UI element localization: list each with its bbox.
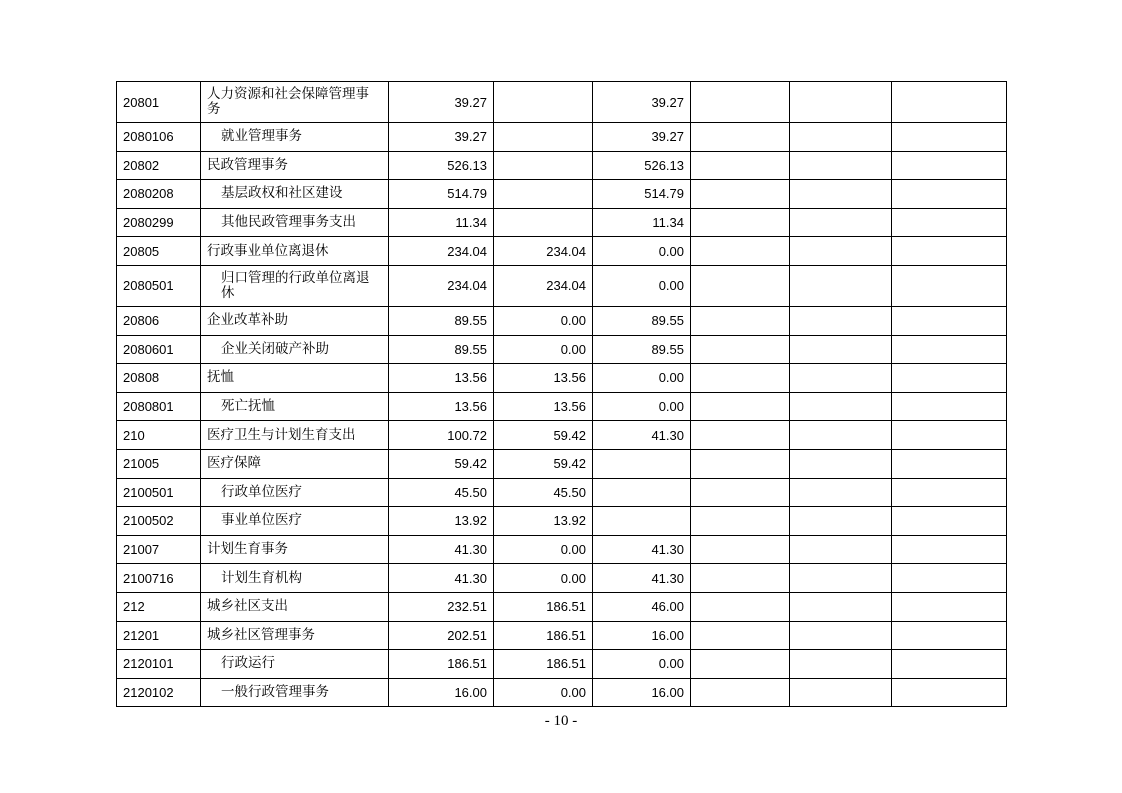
- empty-cell: [892, 364, 1007, 393]
- empty-cell: [790, 237, 892, 266]
- empty-cell: [691, 507, 790, 536]
- empty-cell: [790, 364, 892, 393]
- empty-cell: [892, 180, 1007, 209]
- code-cell: 2120101: [117, 650, 201, 679]
- empty-cell: [691, 421, 790, 450]
- empty-cell: [892, 449, 1007, 478]
- empty-cell: [691, 208, 790, 237]
- empty-cell: [892, 392, 1007, 421]
- empty-cell: [691, 123, 790, 152]
- code-cell: 21201: [117, 621, 201, 650]
- table-row: [117, 82, 1007, 123]
- basic-expense-cell: 0.00: [494, 678, 593, 707]
- total-cell: 45.50: [389, 478, 494, 507]
- table-row: [117, 335, 1007, 364]
- table-body: [117, 82, 1007, 707]
- total-cell: 16.00: [389, 678, 494, 707]
- project-expense-cell: [593, 478, 691, 507]
- project-expense-cell: 89.55: [593, 306, 691, 335]
- project-expense-cell: 0.00: [593, 364, 691, 393]
- project-expense-cell: 39.27: [593, 123, 691, 152]
- name-cell: 事业单位医疗: [201, 507, 389, 536]
- empty-cell: [892, 592, 1007, 621]
- name-cell: 城乡社区支出: [201, 592, 389, 621]
- basic-expense-cell: [494, 82, 593, 123]
- code-cell: 210: [117, 421, 201, 450]
- total-cell: 100.72: [389, 421, 494, 450]
- name-cell: 归口管理的行政单位离退休: [201, 265, 389, 306]
- empty-cell: [790, 592, 892, 621]
- name-cell: 企业关闭破产补助: [201, 335, 389, 364]
- table-row: [117, 123, 1007, 152]
- empty-cell: [691, 364, 790, 393]
- empty-cell: [691, 335, 790, 364]
- empty-cell: [691, 449, 790, 478]
- project-expense-cell: 526.13: [593, 151, 691, 180]
- code-cell: 2080501: [117, 265, 201, 306]
- code-cell: 2120102: [117, 678, 201, 707]
- basic-expense-cell: 186.51: [494, 621, 593, 650]
- empty-cell: [691, 564, 790, 593]
- empty-cell: [790, 621, 892, 650]
- empty-cell: [790, 650, 892, 679]
- total-cell: 39.27: [389, 123, 494, 152]
- total-cell: 11.34: [389, 208, 494, 237]
- empty-cell: [790, 392, 892, 421]
- budget-table: [116, 81, 1007, 707]
- project-expense-cell: 0.00: [593, 265, 691, 306]
- empty-cell: [691, 392, 790, 421]
- project-expense-cell: 41.30: [593, 564, 691, 593]
- basic-expense-cell: [494, 208, 593, 237]
- code-cell: 2080299: [117, 208, 201, 237]
- name-cell: 人力资源和社会保障管理事务: [201, 82, 389, 123]
- project-expense-cell: [593, 449, 691, 478]
- code-cell: 2100501: [117, 478, 201, 507]
- total-cell: 202.51: [389, 621, 494, 650]
- name-cell: 抚恤: [201, 364, 389, 393]
- empty-cell: [892, 265, 1007, 306]
- code-cell: 2080106: [117, 123, 201, 152]
- project-expense-cell: 16.00: [593, 678, 691, 707]
- empty-cell: [790, 421, 892, 450]
- code-cell: 20802: [117, 151, 201, 180]
- basic-expense-cell: 0.00: [494, 535, 593, 564]
- empty-cell: [790, 123, 892, 152]
- code-cell: 21007: [117, 535, 201, 564]
- name-cell: 其他民政管理事务支出: [201, 208, 389, 237]
- table-row: [117, 592, 1007, 621]
- empty-cell: [892, 621, 1007, 650]
- basic-expense-cell: 59.42: [494, 421, 593, 450]
- basic-expense-cell: 13.56: [494, 392, 593, 421]
- basic-expense-cell: 186.51: [494, 650, 593, 679]
- empty-cell: [691, 180, 790, 209]
- project-expense-cell: 41.30: [593, 535, 691, 564]
- basic-expense-cell: 234.04: [494, 237, 593, 266]
- empty-cell: [691, 306, 790, 335]
- project-expense-cell: 89.55: [593, 335, 691, 364]
- empty-cell: [691, 650, 790, 679]
- basic-expense-cell: 13.92: [494, 507, 593, 536]
- name-cell: 计划生育机构: [201, 564, 389, 593]
- table-row: [117, 421, 1007, 450]
- total-cell: 234.04: [389, 265, 494, 306]
- empty-cell: [691, 237, 790, 266]
- name-cell: 基层政权和社区建设: [201, 180, 389, 209]
- table-row: [117, 478, 1007, 507]
- project-expense-cell: 39.27: [593, 82, 691, 123]
- table-row: [117, 265, 1007, 306]
- empty-cell: [892, 306, 1007, 335]
- code-cell: 20808: [117, 364, 201, 393]
- empty-cell: [892, 335, 1007, 364]
- name-cell: 就业管理事务: [201, 123, 389, 152]
- project-expense-cell: [593, 507, 691, 536]
- empty-cell: [790, 449, 892, 478]
- total-cell: 89.55: [389, 335, 494, 364]
- empty-cell: [790, 265, 892, 306]
- name-cell: 计划生育事务: [201, 535, 389, 564]
- table-row: [117, 507, 1007, 536]
- empty-cell: [790, 535, 892, 564]
- total-cell: 514.79: [389, 180, 494, 209]
- empty-cell: [892, 421, 1007, 450]
- total-cell: 41.30: [389, 564, 494, 593]
- code-cell: 212: [117, 592, 201, 621]
- empty-cell: [892, 478, 1007, 507]
- project-expense-cell: 514.79: [593, 180, 691, 209]
- project-expense-cell: 11.34: [593, 208, 691, 237]
- project-expense-cell: 0.00: [593, 650, 691, 679]
- table-row: [117, 392, 1007, 421]
- empty-cell: [892, 123, 1007, 152]
- name-cell: 行政单位医疗: [201, 478, 389, 507]
- project-expense-cell: 41.30: [593, 421, 691, 450]
- table-row: [117, 650, 1007, 679]
- empty-cell: [691, 478, 790, 507]
- project-expense-cell: 0.00: [593, 392, 691, 421]
- basic-expense-cell: 59.42: [494, 449, 593, 478]
- name-cell: 民政管理事务: [201, 151, 389, 180]
- table-row: [117, 449, 1007, 478]
- basic-expense-cell: 13.56: [494, 364, 593, 393]
- total-cell: 526.13: [389, 151, 494, 180]
- code-cell: 2080801: [117, 392, 201, 421]
- code-cell: 2100502: [117, 507, 201, 536]
- empty-cell: [691, 265, 790, 306]
- code-cell: 20805: [117, 237, 201, 266]
- empty-cell: [790, 82, 892, 123]
- empty-cell: [790, 306, 892, 335]
- empty-cell: [691, 678, 790, 707]
- table-row: [117, 208, 1007, 237]
- name-cell: 行政运行: [201, 650, 389, 679]
- empty-cell: [892, 151, 1007, 180]
- code-cell: 20801: [117, 82, 201, 123]
- basic-expense-cell: 0.00: [494, 564, 593, 593]
- empty-cell: [790, 564, 892, 593]
- code-cell: 21005: [117, 449, 201, 478]
- basic-expense-cell: 0.00: [494, 335, 593, 364]
- total-cell: 186.51: [389, 650, 494, 679]
- total-cell: 39.27: [389, 82, 494, 123]
- empty-cell: [691, 82, 790, 123]
- project-expense-cell: 46.00: [593, 592, 691, 621]
- name-cell: 医疗卫生与计划生育支出: [201, 421, 389, 450]
- empty-cell: [790, 151, 892, 180]
- name-cell: 企业改革补助: [201, 306, 389, 335]
- empty-cell: [892, 650, 1007, 679]
- table-row: [117, 621, 1007, 650]
- empty-cell: [892, 507, 1007, 536]
- empty-cell: [790, 678, 892, 707]
- empty-cell: [790, 335, 892, 364]
- empty-cell: [790, 180, 892, 209]
- empty-cell: [892, 208, 1007, 237]
- name-cell: 死亡抚恤: [201, 392, 389, 421]
- empty-cell: [892, 82, 1007, 123]
- total-cell: 41.30: [389, 535, 494, 564]
- code-cell: 2080601: [117, 335, 201, 364]
- code-cell: 2100716: [117, 564, 201, 593]
- total-cell: 232.51: [389, 592, 494, 621]
- table-row: [117, 364, 1007, 393]
- project-expense-cell: 16.00: [593, 621, 691, 650]
- basic-expense-cell: 45.50: [494, 478, 593, 507]
- table-row: [117, 237, 1007, 266]
- empty-cell: [790, 507, 892, 536]
- page-number: - 10 -: [544, 713, 578, 729]
- code-cell: 2080208: [117, 180, 201, 209]
- empty-cell: [691, 151, 790, 180]
- basic-expense-cell: 234.04: [494, 265, 593, 306]
- empty-cell: [892, 678, 1007, 707]
- table-row: [117, 678, 1007, 707]
- empty-cell: [691, 535, 790, 564]
- name-cell: 城乡社区管理事务: [201, 621, 389, 650]
- basic-expense-cell: [494, 151, 593, 180]
- basic-expense-cell: 0.00: [494, 306, 593, 335]
- empty-cell: [892, 535, 1007, 564]
- total-cell: 89.55: [389, 306, 494, 335]
- empty-cell: [691, 592, 790, 621]
- empty-cell: [892, 237, 1007, 266]
- table-row: [117, 535, 1007, 564]
- empty-cell: [790, 478, 892, 507]
- empty-cell: [892, 564, 1007, 593]
- basic-expense-cell: [494, 180, 593, 209]
- name-cell: 医疗保障: [201, 449, 389, 478]
- empty-cell: [790, 208, 892, 237]
- total-cell: 13.56: [389, 364, 494, 393]
- total-cell: 13.92: [389, 507, 494, 536]
- name-cell: 一般行政管理事务: [201, 678, 389, 707]
- table-row: [117, 306, 1007, 335]
- table-row: [117, 180, 1007, 209]
- empty-cell: [691, 621, 790, 650]
- total-cell: 59.42: [389, 449, 494, 478]
- name-cell: 行政事业单位离退休: [201, 237, 389, 266]
- total-cell: 13.56: [389, 392, 494, 421]
- project-expense-cell: 0.00: [593, 237, 691, 266]
- table-row: [117, 564, 1007, 593]
- basic-expense-cell: 186.51: [494, 592, 593, 621]
- total-cell: 234.04: [389, 237, 494, 266]
- code-cell: 20806: [117, 306, 201, 335]
- table-row: [117, 151, 1007, 180]
- basic-expense-cell: [494, 123, 593, 152]
